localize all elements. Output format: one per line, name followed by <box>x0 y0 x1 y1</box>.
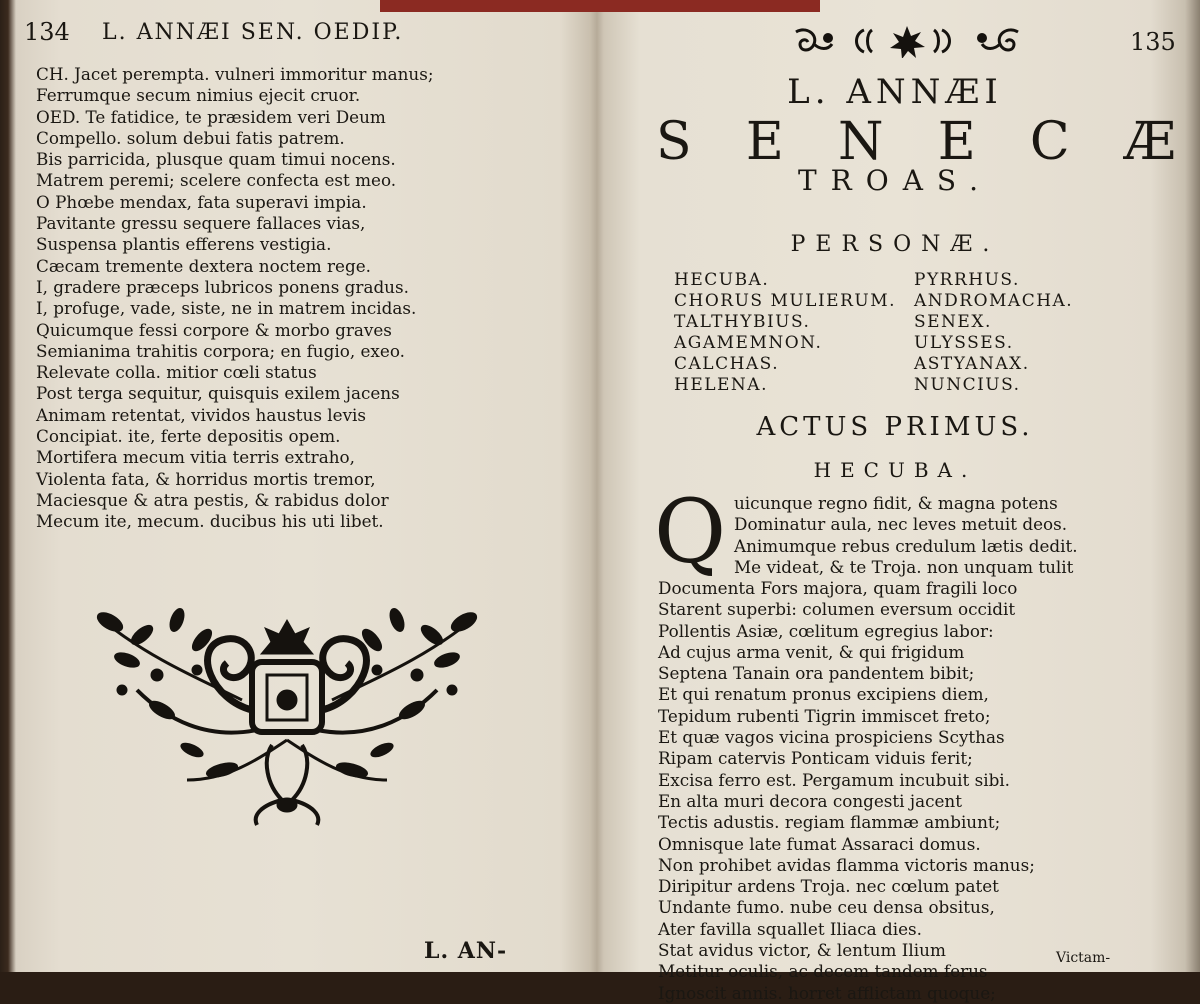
cast-member: AGAMEMNON. <box>674 333 823 353</box>
verse-line: Ignoscit annis. horret afflictam quoque; <box>658 982 996 1003</box>
headpiece-ornament-icon <box>792 24 1022 58</box>
title-letter: E <box>937 112 976 172</box>
verse-line: Concipiat. ite, ferte depositis opem. <box>36 426 341 447</box>
verse-line: Ad cujus arma venit, & qui frigidum <box>658 641 965 662</box>
verse-line: Semianima trahitis corpora; en fugio, exeo. <box>36 340 405 361</box>
title-letter: C <box>1029 112 1070 172</box>
cast-member: TALTHYBIUS. <box>674 312 811 332</box>
verse-line: Matrem peremi; scelere confecta est meo. <box>36 170 397 191</box>
title-letter: N <box>838 112 884 172</box>
verse-line: Animumque rebus credulum lætis dedit. <box>734 535 1078 556</box>
verse-line: Mecum ite, mecum. ducibus his uti libet. <box>36 511 384 532</box>
verse-line: Pollentis Asiæ, cœlitum egregius labor: <box>658 620 994 641</box>
verse-line: Documenta Fors majora, quam fragili loco <box>658 578 1018 598</box>
verse-line: Maciesque & atra pestis, & rabidus dolor <box>36 489 389 510</box>
cast-member: PYRRHUS. <box>914 270 1020 290</box>
verse-line: Violenta fata, & horridus mortis tremor, <box>36 468 376 489</box>
verse-line: O Phœbe mendax, fata superavi impia. <box>36 191 367 212</box>
page-number-left: 134 <box>24 18 70 46</box>
cast-member: HELENA. <box>674 375 768 395</box>
verse-line: CH. Jacet perempta. vulneri immoritur manus; <box>36 64 434 84</box>
left-page <box>22 0 592 972</box>
verse-line: Excisa ferro est. Pergamum incubuit sibi. <box>658 769 1011 790</box>
verse-line: Pavitante gressu sequere fallaces vias, <box>36 213 366 234</box>
cast-member: HECUBA. <box>674 270 770 290</box>
verse-line: Et quæ vagos vicina prospiciens Scythas <box>658 727 1005 748</box>
cast-member: ULYSSES. <box>914 333 1014 353</box>
title-author-line: L. ANNÆI <box>787 72 1003 112</box>
title-letter: S <box>656 112 692 172</box>
floral-ornament-icon <box>82 600 492 830</box>
verse-line: Animam retentat, vividos haustus levis <box>36 404 367 425</box>
verse-line: En alta muri decora congesti jacent <box>658 790 962 811</box>
verse-line: Post terga sequitur, quisquis exilem jacens <box>36 383 400 404</box>
cast-list-right <box>914 270 1073 396</box>
cast-member: CALCHAS. <box>674 354 780 374</box>
verse-line: OED. Te fatidice, te præsidem veri Deum <box>36 106 386 127</box>
cast-list-left <box>674 270 896 396</box>
verse-line: Metitur oculis, ac decem tandem ferus <box>658 961 988 982</box>
act-heading: ACTUS PRIMUS. <box>756 412 1034 442</box>
verse-line: I, gradere præceps lubricos ponens gradus. <box>36 276 409 297</box>
right-verse-block <box>658 578 1035 1004</box>
verse-line: Bis parricida, plusque quam timui nocens. <box>36 149 396 170</box>
verse-line: Suspensa plantis efferens vestigia. <box>36 234 332 255</box>
cast-member: NUNCIUS. <box>914 375 1021 395</box>
verse-line: Mortifera mecum vitia terris extraho, <box>36 447 355 468</box>
catchword-right: Victam- <box>1056 950 1111 966</box>
verse-line: Ripam catervis Ponticam viduis ferit; <box>658 748 973 769</box>
verse-line: Omnisque late fumat Assaraci domus. <box>658 833 981 854</box>
verse-line: Relevate colla. mitior cœli status <box>36 362 317 383</box>
left-verse-block <box>36 64 434 533</box>
play-title: TROAS. <box>797 164 993 197</box>
verse-line: Diripitur ardens Troja. nec cœlum patet <box>658 876 999 897</box>
page-number-right: 135 <box>1130 28 1176 56</box>
title-letter: Æ <box>1123 112 1176 172</box>
verse-line: Tectis adustis. regiam flammæ ambiunt; <box>658 812 1001 833</box>
verse-line: Dominatur aula, nec leves metuit deos. <box>734 514 1068 535</box>
running-head-left: L. ANNÆI SEN. OEDIP. <box>102 20 404 45</box>
verse-line: Compello. solum debui fatis patrem. <box>36 127 345 148</box>
verse-line: Et qui renatum pronus excipiens diem, <box>658 684 989 705</box>
verse-line: I, profuge, vade, siste, ne in matrem incidas. <box>36 298 417 319</box>
verse-line: Starent superbi: columen eversum occidit <box>658 599 1016 620</box>
cast-member: ASTYANAX. <box>914 354 1030 374</box>
verse-line: Quicumque fessi corpore & morbo graves <box>36 319 392 340</box>
right-page <box>600 0 1190 1003</box>
verse-line: Stat avidus victor, & lentum Ilium <box>658 940 946 961</box>
title-name-line <box>656 112 1176 172</box>
verse-line: Me videat, & te Troja. non unquam tulit <box>734 556 1074 577</box>
verse-line: Tepidum rubenti Tigrin immiscet freto; <box>658 705 991 726</box>
title-letter: E <box>745 112 784 172</box>
cast-member: ANDROMACHA. <box>914 291 1074 311</box>
speaker-heading: HECUBA. <box>813 458 977 482</box>
verse-line: Non prohibet avidas flamma victoris manus; <box>658 854 1035 875</box>
cast-member: CHORUS MULIERUM. <box>674 291 897 311</box>
verse-line: Undante fumo. nube ceu densa obsitus, <box>658 897 995 918</box>
verse-line: Ferrumque secum nimius ejecit cruor. <box>36 85 361 106</box>
verse-line: uicunque regno fidit, & magna potens <box>734 493 1058 513</box>
cast-member: SENEX. <box>914 312 992 332</box>
drop-cap: Q <box>654 480 727 583</box>
personae-heading: PERSONÆ. <box>790 232 1000 257</box>
verse-line: Ater favilla squallet Iliaca dies. <box>658 918 922 939</box>
verse-line: Septena Tanain ora pandentem bibit; <box>658 663 975 684</box>
catchword-left: L. AN- <box>424 938 508 964</box>
verse-line: Cæcam tremente dextera noctem rege. <box>36 255 371 276</box>
right-verse-indented <box>734 493 1078 578</box>
